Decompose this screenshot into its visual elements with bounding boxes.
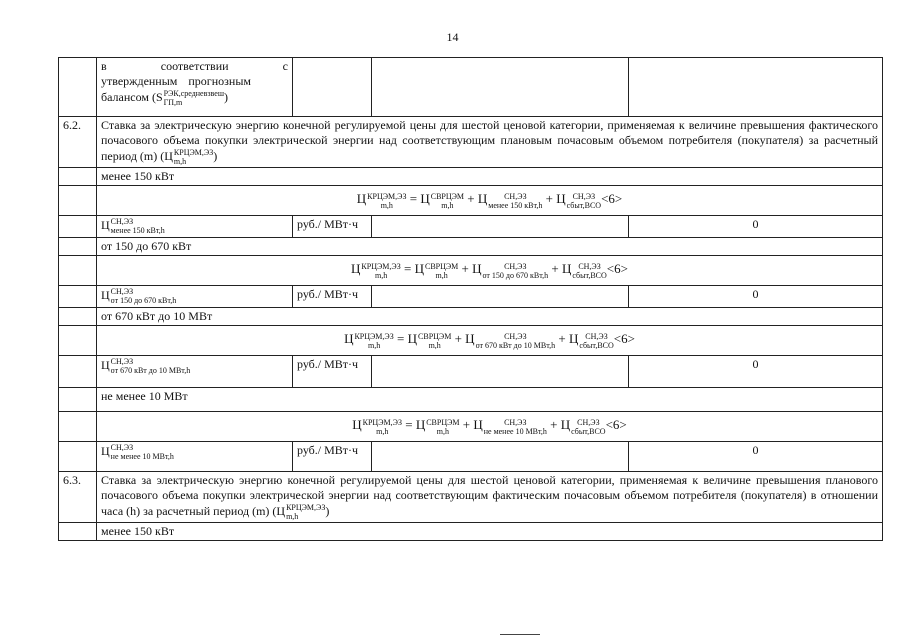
formula-term: m,h bbox=[435, 270, 448, 280]
formula-term: m,h bbox=[374, 270, 388, 280]
formula-term: СН,ЭЗ bbox=[110, 357, 134, 366]
formula bbox=[97, 412, 883, 442]
formula-term: в bbox=[101, 59, 107, 73]
formula-term: m,h bbox=[368, 340, 381, 350]
index-stack bbox=[367, 192, 406, 210]
formula-term: <6> bbox=[606, 261, 628, 277]
formula-term: m,h bbox=[441, 200, 454, 210]
formula-term: Ц bbox=[101, 443, 110, 458]
group-label-row bbox=[59, 388, 883, 412]
formula-term: ) bbox=[213, 148, 218, 163]
formula-row bbox=[59, 412, 883, 442]
formula-term: = bbox=[404, 261, 412, 277]
index-stack bbox=[579, 332, 613, 350]
index-stack bbox=[571, 418, 605, 436]
page-number: 14 bbox=[446, 30, 459, 44]
group-label: менее 150 кВт bbox=[97, 523, 883, 541]
param-cell bbox=[97, 442, 293, 472]
param-cell bbox=[97, 356, 293, 388]
formula-term: менее 150 кВт,h bbox=[110, 226, 165, 235]
formula-term: Ц bbox=[356, 191, 367, 207]
value-row bbox=[59, 286, 883, 308]
group-label: от 150 до 670 кВт bbox=[97, 238, 883, 256]
formula-term: = bbox=[409, 191, 418, 207]
continuation-row bbox=[59, 58, 883, 117]
formula-term: + bbox=[461, 261, 469, 277]
formula-term: соответствии bbox=[160, 59, 229, 73]
index-stack bbox=[361, 262, 400, 280]
formula-term: Ц bbox=[560, 417, 571, 433]
formula-term: Ц bbox=[352, 417, 362, 433]
section-title bbox=[97, 117, 883, 168]
formula-term: КРЦЭМ,ЭЗ bbox=[286, 503, 326, 512]
formula-term: КРЦЭМ,ЭЗ bbox=[173, 148, 214, 157]
formula-term: менее 150 кВт,h bbox=[488, 200, 543, 210]
value-cell: 0 bbox=[629, 216, 883, 238]
formula-term: Ц bbox=[414, 261, 424, 277]
formula-term: СН,ЭЗ bbox=[504, 417, 527, 427]
formula-term: сбыт,ВСО bbox=[571, 426, 606, 436]
unit-cell: руб./ МВт·ч bbox=[293, 356, 372, 388]
formula-term: + bbox=[462, 417, 471, 433]
formula-term: СН,ЭЗ bbox=[504, 191, 527, 201]
formula-term: ) bbox=[223, 89, 228, 104]
formula-term: с bbox=[282, 59, 288, 73]
index-stack bbox=[483, 262, 549, 280]
formula-term: КРЦЭМ,ЭЗ bbox=[367, 191, 407, 201]
value-cell: 0 bbox=[629, 286, 883, 308]
param-cell bbox=[97, 216, 293, 238]
group-label-row bbox=[59, 523, 883, 541]
value-cell: 0 bbox=[629, 442, 883, 472]
formula-term: <6> bbox=[601, 191, 623, 207]
index-stack bbox=[425, 262, 458, 280]
formula-term: Ставка за электрическую энергию конечной регулируемой цены для шестой ценовой категории, применяемая к величине превышения планового почасового объема покупки электрической энергии над соответствующим фактическим почасовым объемом потребителя (покупателя) в отношении часа (h) за расчетный период (m) (Ц bbox=[101, 473, 878, 518]
formula bbox=[97, 186, 883, 216]
formula-term: <6> bbox=[605, 417, 627, 433]
index-stack bbox=[476, 332, 556, 350]
index-stack bbox=[111, 357, 191, 375]
formula-term: Ц bbox=[101, 357, 110, 372]
formula-row bbox=[59, 326, 883, 356]
formula-term: ) bbox=[325, 503, 330, 518]
formula-term: Ц bbox=[101, 217, 110, 232]
formula-term: СН,ЭЗ bbox=[504, 331, 527, 341]
formula-term: СН,ЭЗ bbox=[504, 261, 527, 271]
value-row bbox=[59, 356, 883, 388]
index-stack bbox=[111, 217, 165, 235]
group-label: не менее 10 МВт bbox=[97, 388, 883, 412]
formula-term: утвержденным прогнозным bbox=[101, 74, 251, 88]
formula-term: сбыт,ВСО bbox=[566, 200, 602, 210]
section-6-3-header bbox=[59, 472, 883, 523]
section-number: 6.2. bbox=[59, 117, 97, 168]
formula-term: балансом (S bbox=[101, 89, 163, 104]
formula-term: + bbox=[551, 261, 559, 277]
formula-term: + bbox=[558, 331, 566, 347]
formula-term: Ставка за электрическую энергию конечной регулируемой цены для шестой ценовой категории, применяемая к величине превышения фактического почасового объема покупки электрической энергии над соответствующим плановым почасовым объемом потребителя (покупателя) за расчетный период (m) (Ц bbox=[101, 118, 878, 163]
index-stack bbox=[363, 418, 402, 436]
unit-cell: руб./ МВт·ч bbox=[293, 442, 372, 472]
group-label: менее 150 кВт bbox=[97, 168, 883, 186]
formula-term: Ц bbox=[472, 261, 482, 277]
formula-term: СН,ЭЗ bbox=[110, 217, 134, 226]
formula-term: m,h bbox=[436, 426, 449, 436]
index-stack bbox=[111, 287, 177, 305]
tariff-table bbox=[58, 57, 883, 541]
index-stack bbox=[286, 503, 325, 521]
formula-term: Ц bbox=[101, 287, 110, 302]
formula-term: m,h bbox=[286, 512, 299, 521]
formula-term: СН,ЭЗ bbox=[110, 443, 134, 452]
formula-term: сбыт,ВСО bbox=[572, 270, 607, 280]
formula-term: + bbox=[454, 331, 462, 347]
formula-row bbox=[59, 186, 883, 216]
formula bbox=[97, 256, 883, 286]
footer-rule bbox=[500, 634, 540, 635]
formula-term: КРЦЭМ,ЭЗ bbox=[354, 331, 394, 341]
formula-term: СН,ЭЗ bbox=[585, 331, 608, 341]
formula-term: Ц bbox=[465, 331, 475, 347]
index-stack bbox=[354, 332, 393, 350]
group-label-row bbox=[59, 308, 883, 326]
balance-cell bbox=[97, 58, 293, 117]
value-row bbox=[59, 216, 883, 238]
section-title bbox=[97, 472, 883, 523]
formula-term: m,h bbox=[380, 200, 393, 210]
formula-term: СН,ЭЗ bbox=[572, 191, 596, 201]
unit-cell: руб./ МВт·ч bbox=[293, 216, 372, 238]
value-cell: 0 bbox=[629, 356, 883, 388]
formula-term: Ц bbox=[561, 261, 572, 277]
formula-term: + bbox=[545, 191, 553, 207]
index-stack bbox=[174, 148, 213, 166]
formula-term: СВРЦЭМ bbox=[426, 417, 460, 427]
formula-term: Ц bbox=[420, 191, 430, 207]
formula-term: от 670 кВт до 10 МВт,h bbox=[110, 366, 191, 375]
formula-term: не менее 10 МВт,h bbox=[110, 452, 174, 461]
formula-term: СН,ЭЗ bbox=[577, 417, 600, 427]
formula-term: + bbox=[550, 417, 558, 433]
formula-term: от 150 до 670 кВт,h bbox=[482, 270, 549, 280]
formula-term: не менее 10 МВт,h bbox=[483, 426, 547, 436]
index-stack bbox=[488, 192, 542, 210]
formula-term: КРЦЭМ,ЭЗ bbox=[361, 261, 401, 271]
formula-term: Ц bbox=[344, 331, 354, 347]
formula-term: РЭК,средневзвеш bbox=[163, 89, 224, 98]
formula-term: СВРЦЭМ bbox=[430, 191, 465, 201]
formula-term: m,h bbox=[376, 426, 389, 436]
formula-term: Ц bbox=[568, 331, 579, 347]
formula-term: Ц bbox=[477, 191, 488, 207]
formula-term: Ц bbox=[351, 261, 361, 277]
formula-term: Ц bbox=[473, 417, 483, 433]
section-6-2-header bbox=[59, 117, 883, 168]
index-stack bbox=[572, 262, 606, 280]
formula-term: = bbox=[405, 417, 413, 433]
section-number: 6.3. bbox=[59, 472, 97, 523]
formula-term: КРЦЭМ,ЭЗ bbox=[362, 417, 402, 427]
formula-term: СН,ЭЗ bbox=[578, 261, 601, 271]
index-stack bbox=[567, 192, 601, 210]
formula-term: m,h bbox=[173, 157, 187, 166]
param-cell bbox=[97, 286, 293, 308]
unit-cell: руб./ МВт·ч bbox=[293, 286, 372, 308]
index-stack bbox=[426, 418, 459, 436]
index-stack bbox=[164, 89, 224, 107]
formula-row bbox=[59, 256, 883, 286]
formula bbox=[97, 326, 883, 356]
index-stack bbox=[484, 418, 547, 436]
formula-term: Ц bbox=[407, 331, 418, 347]
formula-term: ГП,m bbox=[163, 98, 183, 107]
value-row bbox=[59, 442, 883, 472]
formula-term: от 150 до 670 кВт,h bbox=[110, 296, 177, 305]
group-label: от 670 кВт до 10 МВт bbox=[97, 308, 883, 326]
formula-term: Ц bbox=[415, 417, 426, 433]
index-stack bbox=[111, 443, 174, 461]
formula-term: СВРЦЭМ bbox=[425, 261, 459, 271]
formula-term: от 670 кВт до 10 МВт,h bbox=[475, 340, 556, 350]
formula-term: m,h bbox=[428, 340, 441, 350]
formula-term: <6> bbox=[613, 331, 635, 347]
formula-term: СВРЦЭМ bbox=[418, 331, 452, 341]
formula-term: + bbox=[467, 191, 475, 207]
formula-term: СН,ЭЗ bbox=[110, 287, 134, 296]
index-stack bbox=[431, 192, 464, 210]
formula-term: Ц bbox=[556, 191, 566, 207]
group-label-row bbox=[59, 238, 883, 256]
group-label-row bbox=[59, 168, 883, 186]
formula-term: = bbox=[397, 331, 405, 347]
index-stack bbox=[418, 332, 451, 350]
formula-term: сбыт,ВСО bbox=[579, 340, 614, 350]
